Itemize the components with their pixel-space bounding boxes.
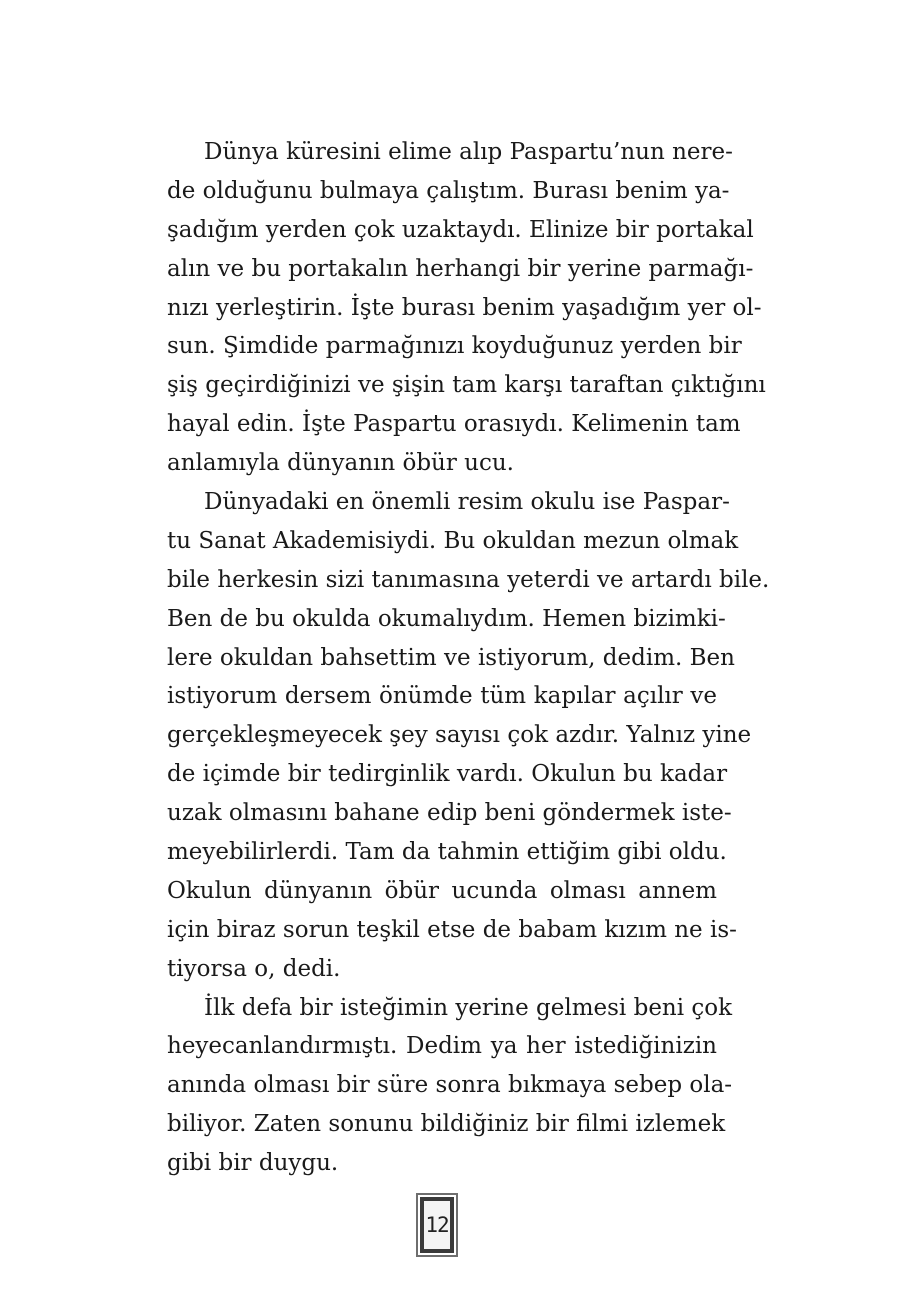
text-line: de içimde bir tedirginlik vardı. Okulun bu kadar — [167, 761, 728, 788]
text-line: anında olması bir süre sonra bıkmaya sebep ola- — [167, 1072, 733, 1099]
text-line: şiş geçirdiğinizi ve şişin tam karşı taraftan çıktığını — [167, 372, 766, 399]
text-line: Okulun dünyanın öbür ucunda olması annem — [167, 877, 717, 904]
text-line: sun. Şimdide parmağınızı koyduğunuz yerden bir — [167, 333, 742, 360]
text-line: hayal edin. İşte Paspartu orasıydı. Kelimenin tam — [167, 411, 741, 438]
page-number-frame — [420, 1197, 454, 1253]
text-line: için biraz sorun teşkil etse de babam kızım ne is- — [167, 916, 737, 943]
text-line: lere okuldan bahsettim ve istiyorum, dedim. Ben — [167, 644, 735, 671]
text-line: uzak olmasını bahane edip beni göndermek iste- — [167, 800, 732, 827]
text-line: de olduğunu bulmaya çalıştım. Burası benim ya- — [167, 177, 730, 204]
page-body-text — [167, 133, 770, 1183]
paragraph-1 — [167, 133, 766, 483]
text-line: istiyorum dersem önümde tüm kapılar açılır ve — [167, 683, 717, 710]
page-number: 12 — [425, 1213, 449, 1237]
text-line: şadığım yerden çok uzaktaydı. Elinize bir portakal — [167, 216, 754, 243]
text-line: alın ve bu portakalın herhangi bir yerine parmağı- — [167, 255, 754, 282]
text-line: İlk defa bir isteğimin yerine gelmesi beni çok — [204, 994, 733, 1021]
text-line: Ben de bu okulda okumalıydım. Hemen bizimki- — [167, 605, 726, 632]
text-line: meyebilirlerdi. Tam da tahmin ettiğim gibi oldu. — [167, 839, 727, 866]
paragraph-2 — [167, 483, 770, 989]
text-line: tu Sanat Akademisiydi. Bu okuldan mezun olmak — [167, 527, 739, 554]
text-line: Dünya küresini elime alıp Paspartu’nun nere- — [204, 139, 733, 165]
text-line: bile herkesin sizi tanımasına yeterdi ve artardı bile. — [167, 566, 770, 593]
text-line: heyecanlandırmıştı. Dedim ya her istediğinizin — [167, 1033, 717, 1060]
paragraph-3 — [167, 989, 733, 1183]
text-line: gibi bir duygu. — [167, 1150, 339, 1177]
text-line: biliyor. Zaten sonunu bildiğiniz bir filmi izlemek — [167, 1111, 726, 1138]
text-line: anlamıyla dünyanın öbür ucu. — [167, 450, 514, 477]
text-line: tiyorsa o, dedi. — [167, 955, 341, 982]
text-line: Dünyadaki en önemli resim okulu ise Paspar- — [204, 489, 730, 516]
text-line: gerçekleşmeyecek şey sayısı çok azdır. Yalnız yine — [167, 722, 752, 749]
text-line: nızı yerleştirin. İşte burası benim yaşadığım yer ol- — [167, 294, 762, 321]
